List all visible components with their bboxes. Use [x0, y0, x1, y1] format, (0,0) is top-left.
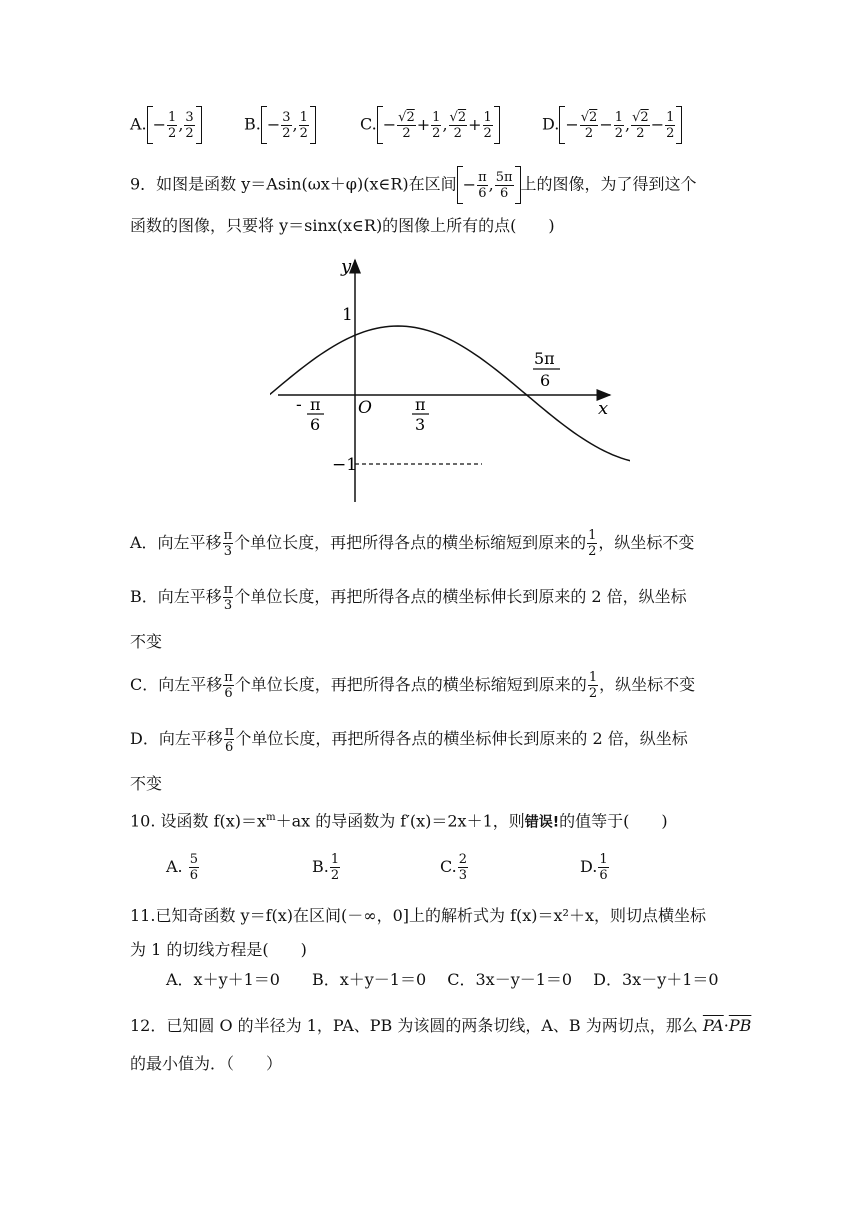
vector-pa: $\overline{PA}$	[702, 1016, 724, 1035]
q8-option-a: A. − $\frac{1}{2}$ , $\frac{3}{2}$	[130, 106, 202, 144]
origin-label: O	[358, 398, 372, 418]
q9-option-d-line2: 不变	[130, 774, 163, 793]
q11-options: A．x＋y＋1＝0 B．x＋y－1＝0 C．3x－y－1＝0 D．3x－y＋1＝0	[166, 970, 719, 989]
vector-pb: $\overline{PB}$	[728, 1016, 752, 1035]
q10-option-c: C. $\frac{2}{3}$	[440, 852, 468, 883]
tick-neg-pi-6-num: π	[310, 395, 321, 414]
q9-line1: 9．如图是函数 y＝Asin(ωx＋φ)(x∈R)在区间 − $\frac{\pi}{6}$ , $\frac{5\pi}{6}$ 上的图像，为了得到这个	[130, 166, 697, 204]
q11-line1: 11.已知奇函数 y＝f(x)在区间(－∞，0]上的解析式为 f(x)＝x²＋x，则切点横坐标	[130, 906, 706, 925]
q12-line2: 的最小值为．（ ）	[130, 1054, 283, 1073]
q8-option-b: B. − $\frac{3}{2}$ , $\frac{1}{2}$	[244, 106, 316, 144]
q8-option-d: D. − $\frac{√2}{2}$ − $\frac{1}{2}$ , $\frac{√2}{2}$ − $\frac{1}{2}$	[542, 106, 682, 144]
q9-line2: 函数的图像，只要将 y＝sinx(x∈R)的图像上所有的点( )	[130, 216, 555, 235]
q8-option-c: C. − $\frac{√2}{2}$ + $\frac{1}{2}$ , $\frac{√2}{2}$ + $\frac{1}{2}$	[360, 106, 500, 144]
y-axis-label: y	[341, 256, 352, 277]
tick-1: 1	[342, 305, 353, 325]
tick-5pi-6-num: 5π	[534, 349, 555, 368]
q9-option-a: A．向左平移 $\frac{\pi}{3}$ 个单位长度，再把所得各点的横坐标缩短到原来的 $\frac{1}{2}$ ，纵坐标不变	[130, 528, 695, 559]
tick-5pi-6-den: 6	[540, 371, 551, 390]
q12-line1: 12．已知圆 O 的半径为 1，PA、PB 为该圆的两条切线，A、B 为两切点，那么 $\overline{PA}\cdot\overline{PB}$	[130, 1016, 752, 1035]
q9-option-c: C．向左平移 $\frac{\pi}{6}$ 个单位长度，再把所得各点的横坐标缩短到原来的 $\frac{1}{2}$ ，纵坐标不变	[130, 670, 696, 701]
q11-line2: 为 1 的切线方程是( )	[130, 940, 307, 959]
sine-graph	[270, 252, 630, 508]
tick-pi-3-num: π	[415, 395, 426, 414]
q10-stem: 10. 设函数 $f(x)=x^m+ax$ 的导函数为 f′(x)＝2x＋1，则错误!的值等于( )	[130, 811, 668, 831]
x-axis-label: x	[598, 398, 609, 419]
q10-option-b: B. $\frac{1}{2}$	[312, 852, 340, 883]
q9-option-b: B．向左平移 $\frac{\pi}{3}$ 个单位长度，再把所得各点的横坐标伸长到原来的 2 倍，纵坐标	[130, 582, 687, 613]
tick-pi-3-den: 3	[415, 415, 426, 434]
q9-option-b-line2: 不变	[130, 632, 163, 651]
q10-option-d: D. $\frac{1}{6}$	[580, 852, 608, 883]
q9-option-d: D．向左平移 $\frac{\pi}{6}$ 个单位长度，再把所得各点的横坐标伸长到原来的 2 倍，纵坐标	[130, 724, 688, 755]
error-marker: 错误!	[524, 814, 560, 831]
tick-neg-pi-6-den: 6	[310, 415, 321, 434]
tick-minus-1: −1	[332, 455, 358, 475]
tick-neg-pi-6-sign: -	[296, 395, 302, 415]
q10-option-a: A. $\frac{5}{6}$	[166, 852, 199, 883]
option-label: A.	[130, 114, 147, 134]
